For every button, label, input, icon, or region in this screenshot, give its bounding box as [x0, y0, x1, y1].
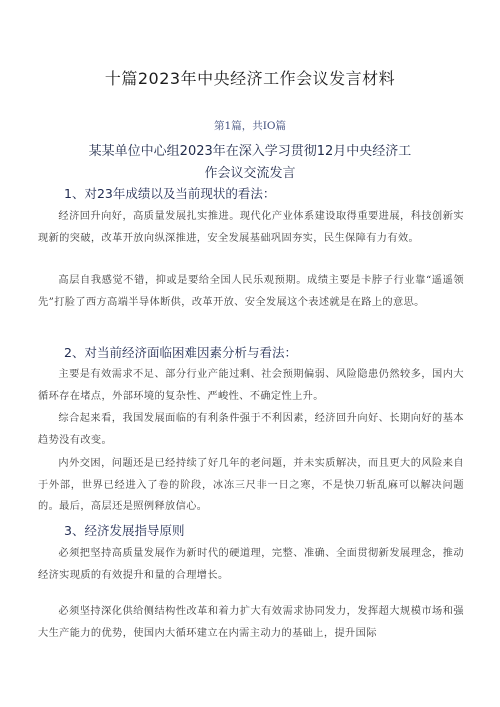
section-1-heading: 1、对23年成绩以及当前现状的看法： [64, 186, 276, 201]
document-title: 十篇2023年中央经济工作会议发言材料 [104, 69, 396, 88]
section-3-heading: 3、经济发展指导原则 [64, 523, 185, 538]
section-3-paragraph-2: 必须坚持深化供给侧结构性改革和着力扩大有效需求协同发力，发挥超大规模市场和强大生产能力的优势，使国内大循环建立在内需主动力的基础上，提升国际 [38, 606, 464, 639]
article-subtitle-line-2: 作会议交流发言 [204, 166, 296, 181]
article-subtitle-line-1: 某某单位中心组2023年在深入学习贯彻12月中央经济工 [88, 144, 412, 159]
section-3-paragraph-1: 必须把坚持高质量发展作为新时代的硬道理，完整、准确、全面贯彻新发展理念，推动经济实现质的有效提升和量的合理增长。 [38, 548, 464, 581]
section-2-paragraph-2: 综合起来看，我国发展面临的有利条件强于不利因素，经济回升向好、长期向好的基本趋势没有改变。 [38, 413, 464, 446]
section-2-heading: 2、对当前经济面临困难因素分析与看法： [64, 345, 297, 360]
section-2-paragraph-3: 内外交困，问题还是已经持续了好几年的老问题，并未实质解决，而且更大的风险来自于外部，世界已经进入了卷的阶段，冰冻三尺非一日之寒，不是快刀斩乱麻可以解决问题的。最后，高层还是照例释放信心。 [38, 458, 464, 512]
section-2-paragraph-1: 主要是有效需求不足、部分行业产能过剩、社会预期偏弱、风险隐患仍然较多，国内大循环存在堵点，外部环境的复杂性、严峻性、不确定性上升。 [38, 369, 464, 402]
section-1-paragraph-2: 高层自我感觉不错，抑或是要给全国人民乐观预期。成绩主要是卡脖子行业靠“遥遥领先”打脸了西方高端半导体断供，改革开放、安全发展这个表述就是在路上的意思。 [38, 275, 464, 308]
section-1-paragraph-1: 经济回升向好，高质量发展扎实推进。现代化产业体系建设取得重要进展，科技创新实现新的突破，改革开放向纵深推进，安全发展基础巩固夯实，民生保障有力有效。 [38, 211, 464, 244]
page-indicator: 第1篇，共IO篇 [214, 120, 286, 132]
